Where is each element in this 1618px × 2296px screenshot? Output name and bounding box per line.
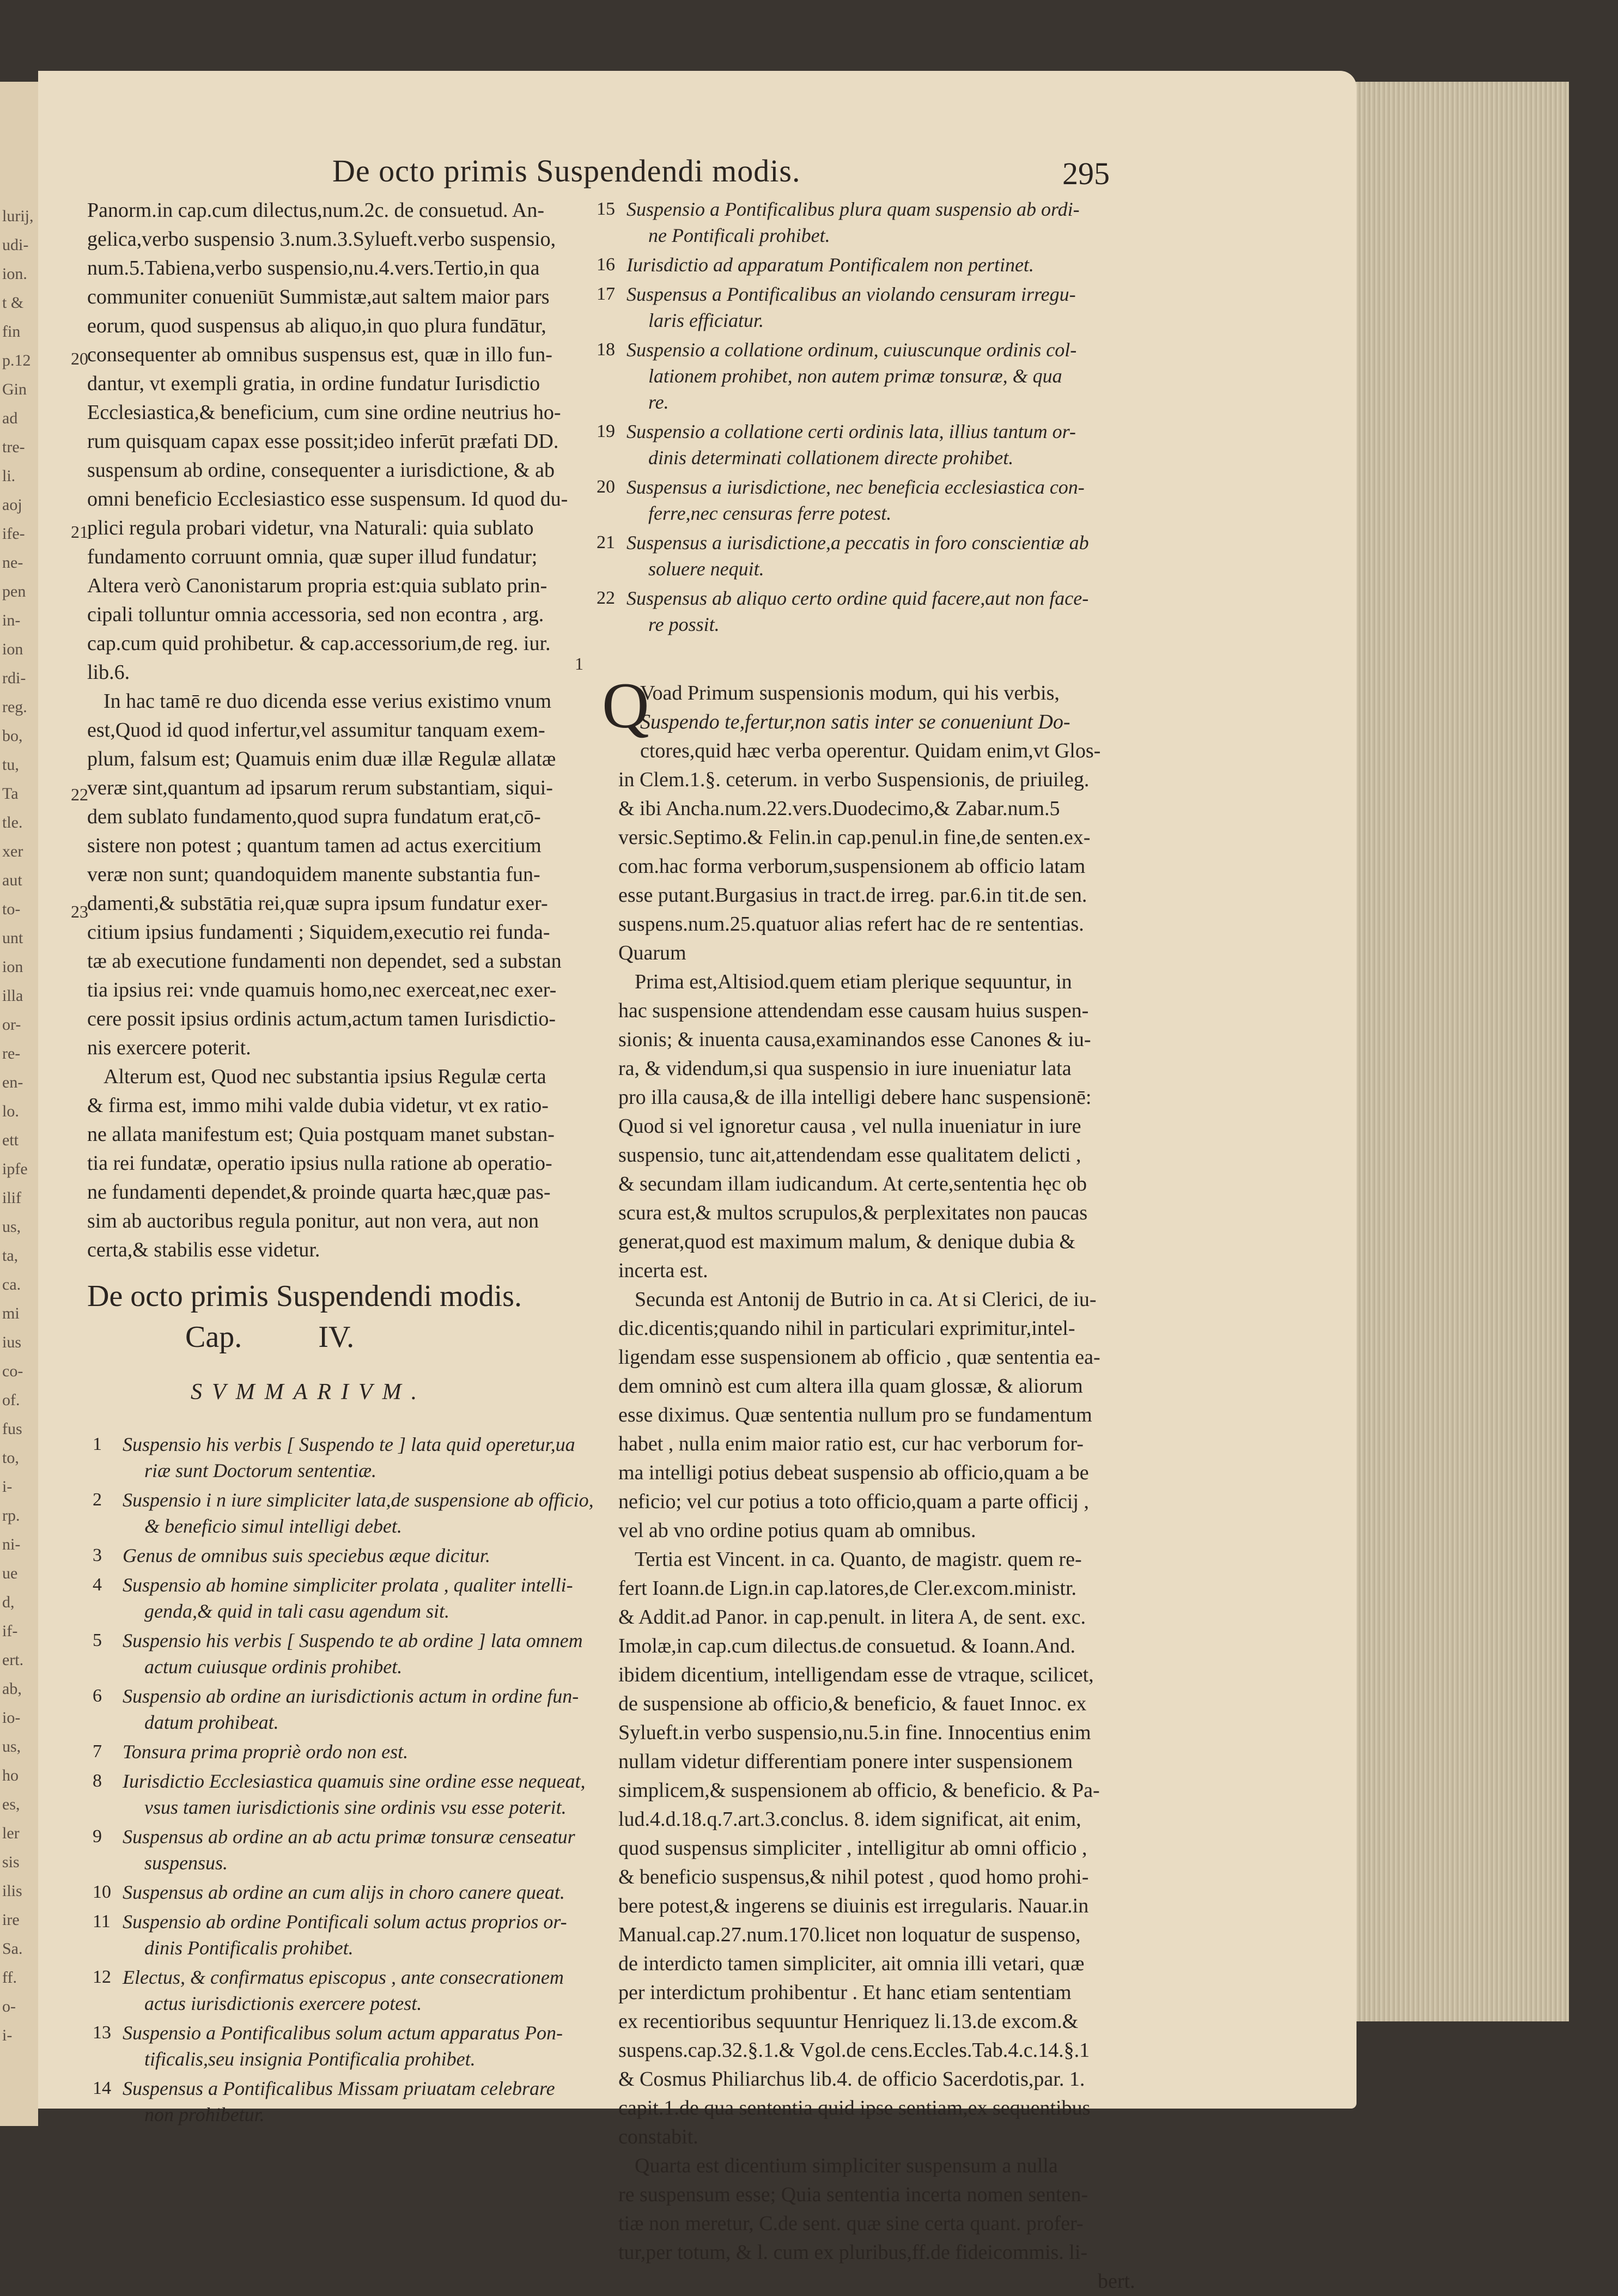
summarium-item xyxy=(597,530,1136,582)
text-line: genda,& quid in tali casu agendum sit. xyxy=(144,1600,449,1622)
fragment-text: ff. xyxy=(2,1969,17,1987)
fragment-text: ilis xyxy=(2,1882,22,1900)
summarium-item xyxy=(93,1964,567,2016)
text-line: nis exercere poterit. xyxy=(87,1036,251,1059)
fragment-text: ilif xyxy=(2,1189,21,1207)
fragment-text: ler xyxy=(2,1824,20,1842)
text-line: pro illa causa,& de illa intelligi debere hanc suspensionē: xyxy=(618,1086,1092,1109)
text-line: ne allata manifestum est; Quia postquam manet substan- xyxy=(87,1123,555,1146)
fragment-text: in- xyxy=(2,611,21,629)
text-line: Suspensio i n iure simpliciter lata,de suspensione ab officio, xyxy=(123,1489,594,1511)
text-line: Sylueft.in verbo suspensio,nu.5.in fine. Innocentius enim xyxy=(618,1721,1091,1744)
text-line: fert Ioann.de Lign.in cap.latores,de Cler.excom.ministr. xyxy=(618,1577,1077,1600)
text-line: & beneficio suspensus,& nihil potest , quod homo prohi- xyxy=(618,1866,1089,1888)
text-line: Manual.cap.27.num.170.licet non loquatur de suspenso, xyxy=(618,1923,1081,1946)
summarium-heading: SVMMARIVM. xyxy=(191,1380,427,1405)
text-line: & Cosmus Philiarchus lib.4. de officio Sacerdotis,par. 1. xyxy=(618,2068,1085,2091)
summarium-number: 10 xyxy=(93,1882,111,1902)
fragment-text: reg. xyxy=(2,698,27,716)
summarium-number: 9 xyxy=(93,1826,102,1846)
fragment-text: tre- xyxy=(2,438,25,456)
fragment-text: Sa. xyxy=(2,1940,23,1958)
text-line: Genus de omnibus suis speciebus æque dicitur. xyxy=(123,1545,490,1566)
summarium-item xyxy=(93,2075,567,2128)
fragment-text: aoj xyxy=(2,496,22,514)
text-line: non prohibetur. xyxy=(144,2104,265,2125)
fragment-text: co- xyxy=(2,1362,23,1380)
text-line: plici regula probari videtur, vna Naturali: quia sublato xyxy=(87,517,534,539)
fragment-text: re- xyxy=(2,1044,21,1062)
fragment-text: ca. xyxy=(2,1275,21,1293)
summarium-item xyxy=(93,2020,567,2072)
fragment-text: bo, xyxy=(2,727,23,745)
summarium-number: 14 xyxy=(93,2078,111,2098)
text-line: dem sublato fundamento,quod supra fundatum erat,cō- xyxy=(87,805,541,828)
text-line: simplicem,& suspensionem ab officio, & beneficio. & Pa- xyxy=(618,1779,1100,1802)
text-line: soluere nequit. xyxy=(648,558,764,580)
text-line: tificalis,seu insignia Pontificalia prohibet. xyxy=(144,2048,476,2070)
summarium-item xyxy=(93,1909,567,1961)
fragment-text: i- xyxy=(2,2026,13,2044)
fragment-text: ius xyxy=(2,1333,22,1351)
summarium-item xyxy=(597,281,1136,333)
summarium-number: 17 xyxy=(597,284,615,304)
text-line: Suspensus a Pontificalibus Missam priuatam celebrare xyxy=(123,2078,555,2099)
summarium-number: 20 xyxy=(597,477,615,497)
fragment-text: li. xyxy=(2,467,16,485)
text-line: actum cuiusque ordinis prohibet. xyxy=(144,1656,403,1678)
text-line: constabit. xyxy=(618,2125,698,2148)
summarium-item xyxy=(93,1879,567,1905)
text-line: eorum, quod suspensus ab aliquo,in quo plura fundātur, xyxy=(87,314,546,337)
text-line: ne Pontificali prohibet. xyxy=(648,224,830,246)
text-line: Iurisdictio ad apparatum Pontificalem non pertinet. xyxy=(626,254,1034,276)
summarium-number: 3 xyxy=(93,1545,102,1565)
left-column xyxy=(71,196,594,2131)
text-line: lib.6. xyxy=(87,661,130,684)
fragment-text: fus xyxy=(2,1420,22,1438)
summarium-number: 1 xyxy=(93,1434,102,1454)
margin-number: 22 xyxy=(71,785,88,804)
text-line: suspens.num.25.quatuor alias refert hac de re sententias. xyxy=(618,913,1084,936)
text-line: suspensum ab ordine, consequenter a iurisdictione, & ab xyxy=(87,459,555,482)
text-line: esse putant.Burgasius in tract.de irreg. par.6.in tit.de sen. xyxy=(618,884,1087,907)
summarium-number: 12 xyxy=(93,1967,111,1987)
summarium-item xyxy=(93,1768,586,1820)
fragment-text: lo. xyxy=(2,1102,19,1120)
fragment-text: ne- xyxy=(2,554,23,572)
fragment-text: ipfe xyxy=(2,1160,28,1178)
text-line: Altera verò Canonistarum propria est:quia sublato prin- xyxy=(87,574,548,597)
summarium-number: 4 xyxy=(93,1575,102,1595)
chapter-title: De octo primis Suspendendi modis. xyxy=(87,1279,522,1313)
text-line: datum prohibeat. xyxy=(144,1711,279,1733)
text-line: citium ipsius fundamenti ; Siquidem,executio rei funda- xyxy=(87,921,550,944)
text-line: ma intelligi potius debeat suspensio ab officio,quam a be xyxy=(618,1461,1089,1484)
text-line: Suspensus a Pontificalibus an violando censuram irregu- xyxy=(626,283,1076,305)
text-line: quod suspensus simpliciter , intelligitur ab omni officio , xyxy=(618,1837,1087,1860)
summarium-number: 2 xyxy=(93,1490,102,1510)
text-line: ctores,quid hæc verba operentur. Quidam enim,vt Glos- xyxy=(640,739,1101,762)
text-line: lud.4.d.18.q.7.art.3.conclus. 8. idem significat, ait enim, xyxy=(618,1808,1081,1831)
text-line: versic.Septimo.& Felin.in cap.penul.in fine,de senten.ex- xyxy=(618,826,1091,849)
text-line: ibidem dicentium, intelligendam esse de vtraque, scilicet, xyxy=(618,1663,1094,1686)
text-line: de suspensione ab officio,& beneficio, & fauet Innoc. ex xyxy=(618,1692,1087,1715)
text-line: Panorm.in cap.cum dilectus,num.2c. de consuetud. An- xyxy=(87,199,544,222)
text-line: lationem prohibet, non autem primæ tonsuræ, & qua xyxy=(648,365,1062,387)
fragment-text: tu, xyxy=(2,756,19,774)
summarium-item xyxy=(597,418,1136,471)
text-line: Suspensio ab ordine an iurisdictionis actum in ordine fun- xyxy=(123,1685,579,1707)
fragment-text: rp. xyxy=(2,1507,20,1524)
fragment-text: Ta xyxy=(2,785,19,803)
fragment-text: mi xyxy=(2,1304,20,1322)
summarium-item xyxy=(93,1572,573,1624)
fragment-text: en- xyxy=(2,1073,23,1091)
text-line: & firma est, immo mihi valde dubia videtur, vt ex ratio- xyxy=(87,1094,549,1117)
text-line: ligendam esse suspensionem ab officio , quæ sententia ea- xyxy=(618,1346,1100,1369)
page-number: 295 xyxy=(1062,156,1110,191)
text-line: veræ sint,quantum ad ipsarum rerum substantiam, siqui- xyxy=(87,776,553,799)
text-line: cere possit ipsius ordinis actum,actum tamen Iurisdictio- xyxy=(87,1007,556,1030)
text-line: sistere non potest ; quantum tamen ad actus exercitium xyxy=(87,834,542,857)
text-line: per interdictum prohibentur . Et hanc etiam sententiam xyxy=(618,1981,1072,2004)
summarium-item xyxy=(597,196,1136,248)
fragment-text: ife- xyxy=(2,525,25,543)
text-line: In hac tamē re duo dicenda esse verius existimo vnum xyxy=(104,690,552,713)
text-line: consequenter ab omnibus suspensus est, quæ in illo fun- xyxy=(87,343,552,366)
text-line: suspens.cap.32.§.1.& Vgol.de cens.Eccles.Tab.4.c.14.§.1 xyxy=(618,2039,1090,2062)
text-line: vel ab vno ordine potius quam ab omnibus. xyxy=(618,1519,976,1542)
text-line: scura est,& multos scrupulos,& perplexitates non paucas xyxy=(618,1201,1088,1224)
chapter-number: Cap. IV. xyxy=(185,1320,355,1354)
page-edges xyxy=(1324,82,1569,2021)
text-line: Quod si vel ignoretur causa , vel nulla inueniatur in iure xyxy=(618,1115,1081,1138)
text-line: sionis; & inuenta causa,examinandos esse Canones & iu- xyxy=(618,1028,1091,1051)
text-line: in Clem.1.§. ceterum. in verbo Suspensionis, de priuileg. xyxy=(618,768,1090,791)
text-line: communiter conueniūt Summistæ,aut saltem maior pars xyxy=(87,286,550,308)
fragment-text: ire xyxy=(2,1911,20,1929)
text-line: num.5.Tabiena,verbo suspensio,nu.4.vers.Tertio,in qua xyxy=(87,257,540,280)
text-line: tia rei fundatæ, operatio ipsius nulla ratione ab operatio- xyxy=(87,1152,552,1175)
text-line: re possit. xyxy=(648,614,720,635)
text-line: Prima est,Altisiod.quem etiam plerique sequuntur, in xyxy=(635,970,1072,993)
fragment-text: ert. xyxy=(2,1651,24,1669)
text-line: plum, falsum est; Quamuis enim duæ illæ Regulæ allatæ xyxy=(87,748,556,770)
text-line: Suspensio a Pontificalibus solum actum apparatus Pon- xyxy=(123,2022,563,2044)
fragment-text: of. xyxy=(2,1391,20,1409)
summarium-number: 21 xyxy=(597,532,615,552)
summarium-number: 22 xyxy=(597,588,615,608)
text-line: dinis determinati collationem directe prohibet. xyxy=(648,447,1014,469)
text-line: Suspensio a Pontificalibus plura quam suspensio ab ordi- xyxy=(626,198,1080,220)
fragment-text: us, xyxy=(2,1738,21,1756)
text-line: dantur, vt exempli gratia, in ordine fundatur Iurisdictio xyxy=(87,372,540,395)
right-column xyxy=(591,196,1136,2296)
fragment-text: ta, xyxy=(2,1247,19,1265)
fragment-text: to- xyxy=(2,900,21,918)
fragment-text: ho xyxy=(2,1766,19,1784)
text-line: Suspensio ab ordine Pontificali solum actus proprios or- xyxy=(123,1911,567,1933)
fragment-text: ad xyxy=(2,409,18,427)
text-line: omni beneficio Ecclesiastico esse suspensum. Id quod du- xyxy=(87,488,568,511)
text-line: veræ non sunt; quandoquidem manente substantia fun- xyxy=(87,863,540,886)
text-line: ra, & videndum,si qua suspensio in iure inueniatur lata xyxy=(618,1057,1072,1080)
fragment-text: d, xyxy=(2,1593,15,1611)
text-line: tæ ab executione fundamenti non dependet, sed a substan xyxy=(87,950,562,973)
text-line: tiæ non meretur, C.de sent. quæ sine certa quant. profer- xyxy=(618,2212,1084,2235)
text-line: & Addit.ad Panor. in cap.penult. in litera A, de sent. exc. xyxy=(618,1606,1086,1629)
fragment-text: rdi- xyxy=(2,669,26,687)
text-line: Suspensus ab ordine an cum alijs in choro canere queat. xyxy=(123,1881,565,1903)
text-line: dem omninò est cum altera illa quam glossæ, & aliorum xyxy=(618,1375,1083,1398)
running-header: De octo primis Suspendendi modis. xyxy=(332,153,801,189)
fragment-text: illa xyxy=(2,987,23,1005)
text-line: ferre,nec censuras ferre potest. xyxy=(648,502,892,524)
fragment-text: t & xyxy=(2,294,24,312)
text-line: damenti,& substātia rei,quæ supra ipsum fundatur exer- xyxy=(87,892,548,915)
summarium-item xyxy=(597,474,1136,526)
text-line: Suspensio a collatione ordinum, cuiuscunque ordinis col- xyxy=(626,339,1077,361)
summarium-item xyxy=(93,1542,567,1569)
text-line: fundamento corruunt omnia, quæ super illud fundatur; xyxy=(87,545,538,568)
text-line: de interdicto tamen simpliciter, ait omnia illi vetari, quæ xyxy=(618,1952,1085,1975)
margin-number: 1 xyxy=(575,654,583,673)
text-line: generat,quod est maximum malum, & denique dubia & xyxy=(618,1230,1075,1253)
fragment-text: ion xyxy=(2,958,23,976)
text-line: tia ipsius rei: vnde quamuis homo,nec exerceat,nec exer- xyxy=(87,979,557,1001)
summarium-list xyxy=(87,1431,594,2128)
summarium-number: 19 xyxy=(597,421,615,441)
text-line: Suspensio his verbis [ Suspendo te ] lata quid operetur,ua xyxy=(123,1434,575,1455)
text-line: capit.1.de qua sententia quid ipse sentiam,ex sequentibus xyxy=(618,2097,1091,2119)
text-line: re suspensum esse; Quia sententia incerta nomen senten- xyxy=(618,2183,1088,2206)
fragment-text: or- xyxy=(2,1016,21,1034)
text-line: cipali tolluntur omnia accessoria, sed non econtra , arg. xyxy=(87,603,544,626)
text-line: tur,per totum, & l. cum ex pluribus,ff.de fideicommis. li- xyxy=(618,2241,1088,2264)
text-line: Suspensus ab aliquo certo ordine quid facere,aut non face- xyxy=(626,587,1089,609)
text-line: certa,& stabilis esse videtur. xyxy=(87,1238,320,1261)
fragment-text: tle. xyxy=(2,813,23,831)
facing-page-fragment xyxy=(0,82,38,2126)
summarium-number: 6 xyxy=(93,1686,102,1706)
text-line: Imolæ,in cap.cum dilectus.de consuetud. & Ioann.And. xyxy=(618,1635,1075,1657)
summarium-number: 8 xyxy=(93,1771,102,1791)
margin-number: 23 xyxy=(71,902,88,921)
text-line: Secunda est Antonij de Butrio in ca. At si Clerici, de iu- xyxy=(635,1288,1097,1311)
summarium-item xyxy=(93,1627,583,1680)
text-line: riæ sunt Doctorum sententiæ. xyxy=(144,1460,377,1481)
summarium-item xyxy=(93,1431,575,1484)
drop-cap: Q xyxy=(602,669,649,742)
fragment-text: ion. xyxy=(2,265,27,283)
text-line: habet , nulla enim maior ratio est, cur hac verborum for- xyxy=(618,1432,1084,1455)
margin-number: 21 xyxy=(71,522,88,542)
summarium-item xyxy=(597,585,1136,637)
text-line: sim ab auctoribus regula ponitur, aut non vera, aut non xyxy=(87,1210,539,1232)
margin-number: 20 xyxy=(71,349,88,368)
text-line: ne fundamenti dependet,& proinde quarta hæc,quæ pas- xyxy=(87,1181,551,1204)
text-line: Suspensio a collatione certi ordinis lata, illius tantum or- xyxy=(626,421,1076,442)
summarium-item xyxy=(93,1487,594,1539)
text-line: dic.dicentis;quando nihil in particulari exprimitur,intel- xyxy=(618,1317,1075,1340)
text-line: Suspensio ab homine simpliciter prolata , qualiter intelli- xyxy=(123,1574,573,1596)
fragment-text: ion xyxy=(2,640,23,658)
summarium-item xyxy=(93,1739,567,1765)
text-line: incerta est. xyxy=(618,1259,708,1282)
fragment-text: fin xyxy=(2,323,21,341)
text-line: re. xyxy=(648,391,669,413)
text-line: Tonsura prima propriè ordo non est. xyxy=(123,1741,409,1763)
right-body-text xyxy=(591,679,1136,2296)
text-line: com.hac forma verborum,suspensionem ab officio latam xyxy=(618,855,1086,878)
text-line: & secundam illam iudicandum. At certe,sententia hęc ob xyxy=(618,1173,1087,1195)
text-line: Iurisdictio Ecclesiastica quamuis sine ordine esse nequeat, xyxy=(123,1770,586,1792)
text-line: bert. xyxy=(1098,2270,1135,2293)
text-line: gelica,verbo suspensio 3.num.3.Sylueft.verbo suspensio, xyxy=(87,228,556,251)
text-line: est,Quod id quod infertur,vel assumitur tanquam exem- xyxy=(87,719,545,742)
summarium-number: 5 xyxy=(93,1630,102,1650)
fragment-text: ab, xyxy=(2,1680,22,1698)
fragment-text: Gin xyxy=(2,380,27,398)
text-line: cap.cum quid prohibetur. & cap.accessorium,de reg. iur. xyxy=(87,632,551,655)
text-line: Quarta est dicentium simpliciter suspensum a nulla xyxy=(635,2154,1058,2177)
left-body-text xyxy=(87,196,567,1265)
text-line: vsus tamen iurisdictionis sine ordinis vsu esse poterit. xyxy=(144,1796,567,1818)
summarium-number: 18 xyxy=(597,339,615,360)
text-line: Tertia est Vincent. in ca. Quanto, de magistr. quem re- xyxy=(635,1548,1082,1571)
fragment-text: i- xyxy=(2,1478,13,1496)
text-line: Voad Primum suspensionis modum, qui his verbis, xyxy=(640,682,1060,704)
summarium-item xyxy=(597,252,1136,278)
text-line: neficio; vel cur potius a toto officio,quam a parte officij , xyxy=(618,1490,1089,1513)
summarium-item xyxy=(597,337,1136,415)
summarium-number: 16 xyxy=(597,254,615,275)
text-line: Suspensus ab ordine an ab actu primæ tonsuræ censeatur xyxy=(123,1826,575,1848)
text-line: Suspendo te,fertur,non satis inter se conueniunt Do- xyxy=(640,710,1070,733)
text-line: Quarum xyxy=(618,942,686,964)
text-line: ex recentioribus sequuntur Henriquez li.13.de excom.& xyxy=(618,2010,1079,2033)
text-line: & ibi Ancha.num.22.vers.Duodecimo,& Zabar.num.5 xyxy=(618,797,1060,820)
summarium-number: 7 xyxy=(93,1741,102,1762)
fragment-text: us, xyxy=(2,1218,21,1236)
fragment-text: ue xyxy=(2,1564,18,1582)
text-line: laris efficiatur. xyxy=(648,309,764,331)
fragment-text: es, xyxy=(2,1795,20,1813)
text-line: Suspensio his verbis [ Suspendo te ab ordine ] lata omnem xyxy=(123,1630,583,1651)
fragment-text: ett xyxy=(2,1131,19,1149)
text-line: dinis Pontificalis prohibet. xyxy=(144,1937,354,1959)
fragment-text: unt xyxy=(2,929,23,947)
fragment-text: udi- xyxy=(2,236,29,254)
text-line: bere potest,& ingerens se diuinis est irregularis. Nauar.in xyxy=(618,1894,1089,1917)
summarium-number: 11 xyxy=(93,1911,111,1931)
fragment-text: p.12 xyxy=(2,351,31,369)
fragment-text: lurij, xyxy=(2,207,34,225)
text-line: suspensus. xyxy=(144,1852,228,1874)
fragment-text: if- xyxy=(2,1622,18,1640)
text-line: suspensio, tunc ait,attendendam esse qualitatem delicti , xyxy=(618,1144,1081,1167)
summarium-item xyxy=(93,1683,579,1735)
text-line: hac suspensione attendendam esse causam huius suspen- xyxy=(618,999,1089,1022)
text-line: Electus, & confirmatus episcopus , ante consecrationem xyxy=(123,1966,564,1988)
fragment-text: pen xyxy=(2,582,26,600)
text-line: Alterum est, Quod nec substantia ipsius Regulæ certa xyxy=(104,1065,546,1088)
fragment-text: sis xyxy=(2,1853,20,1871)
fragment-text: xer xyxy=(2,842,23,860)
text-line: Ecclesiastica,& beneficium, cum sine ordine neutrius ho- xyxy=(87,401,561,424)
text-line: Suspensus a iurisdictione,a peccatis in foro conscientiæ ab xyxy=(626,532,1089,554)
summarium-item xyxy=(93,1824,575,1876)
summarium-number: 15 xyxy=(597,199,615,219)
text-line: esse diximus. Quæ sententia nullum pro se fundamentum xyxy=(618,1404,1092,1426)
summarium-number: 13 xyxy=(93,2022,111,2043)
summarium-list-continued xyxy=(591,196,1136,637)
fragment-text: ni- xyxy=(2,1535,21,1553)
fragment-text: o- xyxy=(2,1997,16,2015)
text-line: Suspensus a iurisdictione, nec beneficia ecclesiastica con- xyxy=(626,476,1085,498)
text-line: nullam videtur differentiam ponere inter suspensionem xyxy=(618,1750,1073,1773)
fragment-text: io- xyxy=(2,1709,21,1727)
text-line: & beneficio simul intelligi debet. xyxy=(144,1515,402,1537)
text-line: rum quisquam capax esse possit;ideo inferūt præfati DD. xyxy=(87,430,559,453)
fragment-text: to, xyxy=(2,1449,19,1467)
fragment-text: aut xyxy=(2,871,22,889)
text-line: actus iurisdictionis exercere potest. xyxy=(144,1993,422,2014)
